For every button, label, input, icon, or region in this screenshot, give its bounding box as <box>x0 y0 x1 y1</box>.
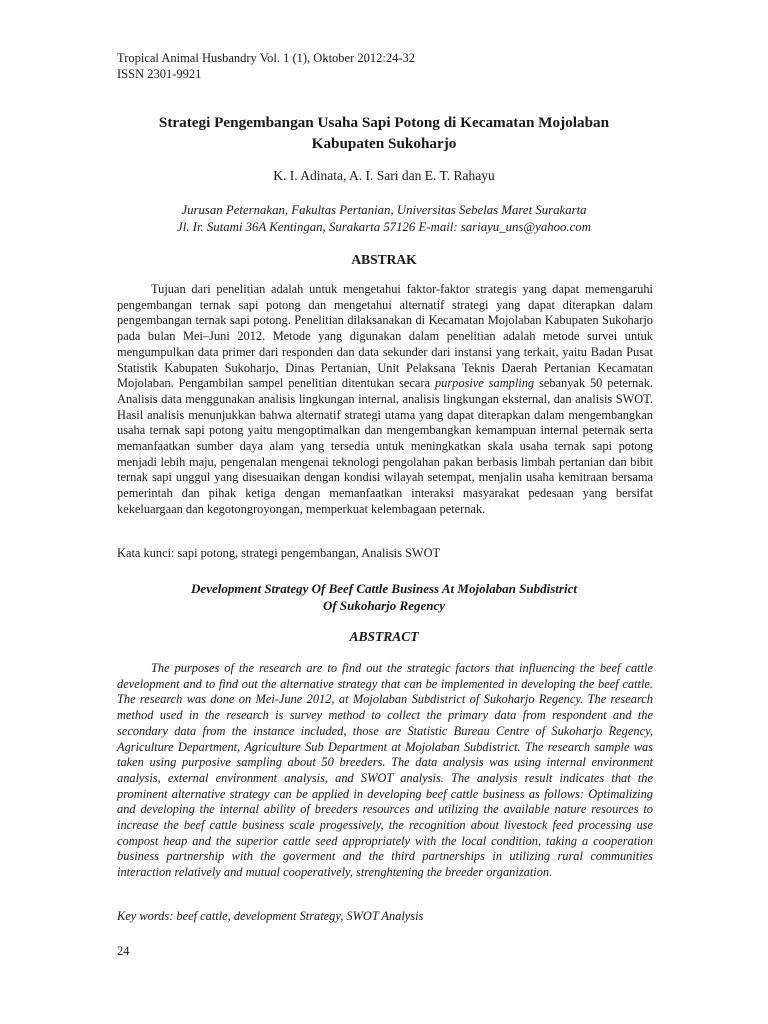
journal-header <box>117 50 415 82</box>
affiliation <box>100 202 668 236</box>
page-number: 24 <box>117 944 130 958</box>
abstract-body: The purposes of the research are to find out the strategic factors that influencing the beef cattle development and to find out the alternative strategy that can be implemented in developing the beef cattle. The research was done on Mei-June 2012, at Mojolaban Subdistrict of Sukoharjo Regency. The research method used in the research is survey method to collect the primary data from respondent and the secondary data from the instance included, those are Statistic Bureau Centre of Sukoharjo Regency, Agriculture Department, Agriculture Sub Department at Mojolaban Subdistrict. The research sample was taken using purposive sampling about 50 breeders. The data analysis was using internal environment analysis, external environment analysis, and SWOT analysis. The analysis result indicates that the prominent alternative strategy can be applied in developing beef cattle business as follows: Optimalizing and developing the internal ability of breeders resources and utilizing the available nature resources to increase the beef cattle business scale progessively, the recognition about livestock feed processing use compost heap and the superior cattle seed appropriately with the local condition, taking a cooperation business partnership with the goverment and the third partnerships in utilizing rural communities interaction relatively and mutual cooperatively, strenghtening the breeder organization. <box>117 661 653 880</box>
paper-title-line-2: Kabupaten Sukoharjo <box>311 135 457 152</box>
issn: ISSN 2301-9921 <box>117 67 202 81</box>
paper-title <box>100 112 668 154</box>
affiliation-line-2: Jl. Ir. Sutami 36A Kentingan, Surakarta 57126 E-mail: sariayu_uns@yahoo.com <box>177 220 591 234</box>
abstrak-italic-term: purposive sampling <box>434 376 535 391</box>
english-title <box>100 580 668 614</box>
abstrak-text-part-2: sebanyak 50 peternak. Analisis data menggunakan analisis lingkungan internal, analisis lingkungan eksternal, dan analisis SWOT. Hasil analisis menunjukkan bahwa alternatif strategi utama yang dapat diterapkan dalam mengembangkan usaha ternak sapi potong yaitu mengoptimalkan dan mengembangkan kemampuan internal peternak serta memanfaatkan sumber daya alam yang tersedia untuk meningkatkan skala usaha ternak sapi potong menjadi lebih maju, pengenalan mengenai teknologi pengolahan pakan berbasis limbah pertanian dan bibit ternak sapi unggul yang disesuaikan dengan kondisi wilayah setempat, menjalin usaha kemitraan bersama pemerintah dan pihak ketiga dengan memanfaatkan interaksi masyarakat pedesaan yang bersifat kekeluargaan dan kegotongroyongan, memperkuat kelembagaan peternak. <box>117 376 653 516</box>
abstrak-text-part-1: Tujuan dari penelitian adalah untuk mengetahui faktor-faktor strategis yang dapat memengaruhi pengembangan ternak sapi potong dan mengetahui alternatif strategi yang dapat diterapkan dalam pengembangan ternak sapi potong. Penelitian dilaksanakan di Kecamatan Mojolaban Kabupaten Sukoharjo pada bulan Mei–Juni 2012. Metode yang digunakan dalam penelitian adalah metode survei untuk mengumpulkan data primer dari responden dan data sekunder dari instansi yang terkait, yaitu Badan Pusat Statistik Kabupaten Sukoharjo, Dinas Pertanian, Unit Pelaksana Teknis Daerah Pertanian Kecamatan Mojolaban. Pengambilan sampel penelitian ditentukan secara <box>117 282 653 391</box>
english-title-line-2: Of Sukoharjo Regency <box>322 598 446 613</box>
affiliation-line-1: Jurusan Peternakan, Fakultas Pertanian, Universitas Sebelas Maret Surakarta <box>181 203 587 217</box>
english-title-line-1: Development Strategy Of Beef Cattle Business At Mojolaban Subdistrict <box>191 581 577 596</box>
abstrak-body <box>117 282 653 518</box>
authors: K. I. Adinata, A. I. Sari dan E. T. Rahayu <box>273 168 495 183</box>
journal-citation: Tropical Animal Husbandry Vol. 1 (1), Oktober 2012:24-32 <box>117 51 416 65</box>
key-words: Key words: beef cattle, development Strategy, SWOT Analysis <box>117 909 424 923</box>
abstract-heading: ABSTRACT <box>349 629 419 644</box>
paper-title-line-1: Strategi Pengembangan Usaha Sapi Potong di Kecamatan Mojolaban <box>158 114 610 131</box>
abstrak-heading: ABSTRAK <box>351 252 417 267</box>
kata-kunci: Kata kunci: sapi potong, strategi pengembangan, Analisis SWOT <box>117 546 441 560</box>
